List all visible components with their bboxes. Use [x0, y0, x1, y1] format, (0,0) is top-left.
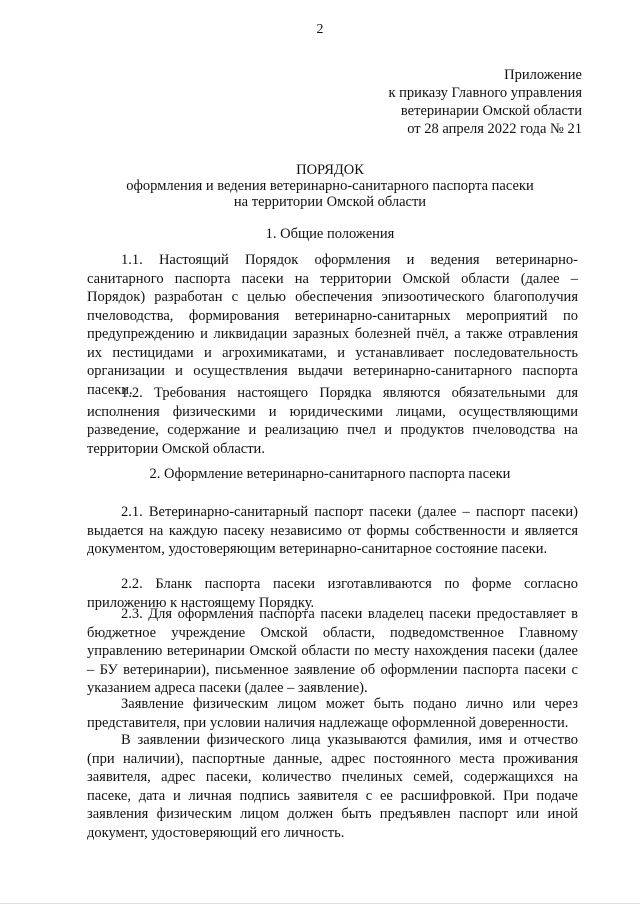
paragraph-2-4: Заявление физическим лицом может быть подано лично или через представителя, при условии наличия надлежаще оформленной доверенности. [87, 696, 578, 731]
appendix-line-2: к приказу Главного управления [388, 85, 582, 101]
document-title [0, 162, 640, 210]
scan-edge [0, 903, 640, 904]
paragraph-2-1: 2.1. Ветеринарно-санитарный паспорт пасеки (далее – паспорт пасеки) выдается на каждую пасеку независимо от формы собственности и является документом, удостоверяющим ветеринарно-санитарное состояние пасеки. [87, 504, 578, 557]
section-1-heading: 1. Общие положения [265, 226, 395, 242]
title-sub-2: на территории Омской области [233, 194, 427, 210]
appendix-line-3: ветеринарии Омской области [400, 103, 582, 119]
section-2-heading: 2. Оформление ветеринарно-санитарного паспорта пасеки [149, 466, 511, 482]
paragraph-2-5: В заявлении физического лица указываются фамилия, имя и отчество (при наличии), паспортные данные, адрес постоянного места проживания заявителя, адрес пасеки, количество пчелиных семей, содержащихся на пасеке, дата и личная подпись заявителя с ее расшифровкой. При подаче заявления физическим лицом должен быть предъявлен паспорт или иной документ, удостоверяющий его личность. [87, 732, 578, 841]
paragraph-1-2: 1.2. Требования настоящего Порядка являются обязательными для исполнения физическими и юридическими лицами, осуществляющими разведение, содержание и реализацию пчел и продуктов пчеловодства на территории Омской области. [87, 385, 578, 457]
title-main: ПОРЯДОК [296, 162, 364, 178]
title-sub-1: оформления и ведения ветеринарно-санитарного паспорта пасеки [126, 178, 534, 194]
paragraph-2-3: 2.3. Для оформления паспорта пасеки владелец пасеки предоставляет в бюджетное учреждение Омской области, подведомственное Главному управлению ветеринарии Омской области по месту нахождения пасеки (далее – БУ ветеринарии), письменное заявление об оформлении паспорта пасеки с указанием адреса пасеки (далее – заявление). [87, 606, 578, 696]
appendix-line-4: от 28 апреля 2022 года № 21 [407, 121, 582, 137]
page-number: 2 [316, 22, 324, 37]
paragraph-2-2: 2.2. Бланк паспорта пасеки изготавливаются по форме согласно приложению к настоящему Порядку. [87, 576, 578, 611]
appendix-block [389, 66, 583, 138]
appendix-line-1: Приложение [504, 67, 582, 83]
paragraph-1-1: 1.1. Настоящий Порядок оформления и ведения ветеринарно-санитарного паспорта пасеки на территории Омской области (далее – Порядок) разработан с целью обеспечения эпизоотического благополучия пчеловодства, формирования ветеринарно-санитарных мероприятий по предупреждению и ликвидации заразных болезней пчёл, а также отравления их пестицидами и агрохимикатами, и устанавливает последовательность организации и осуществления выдачи ветеринарно-санитарного паспорта пасеки. [87, 252, 578, 398]
